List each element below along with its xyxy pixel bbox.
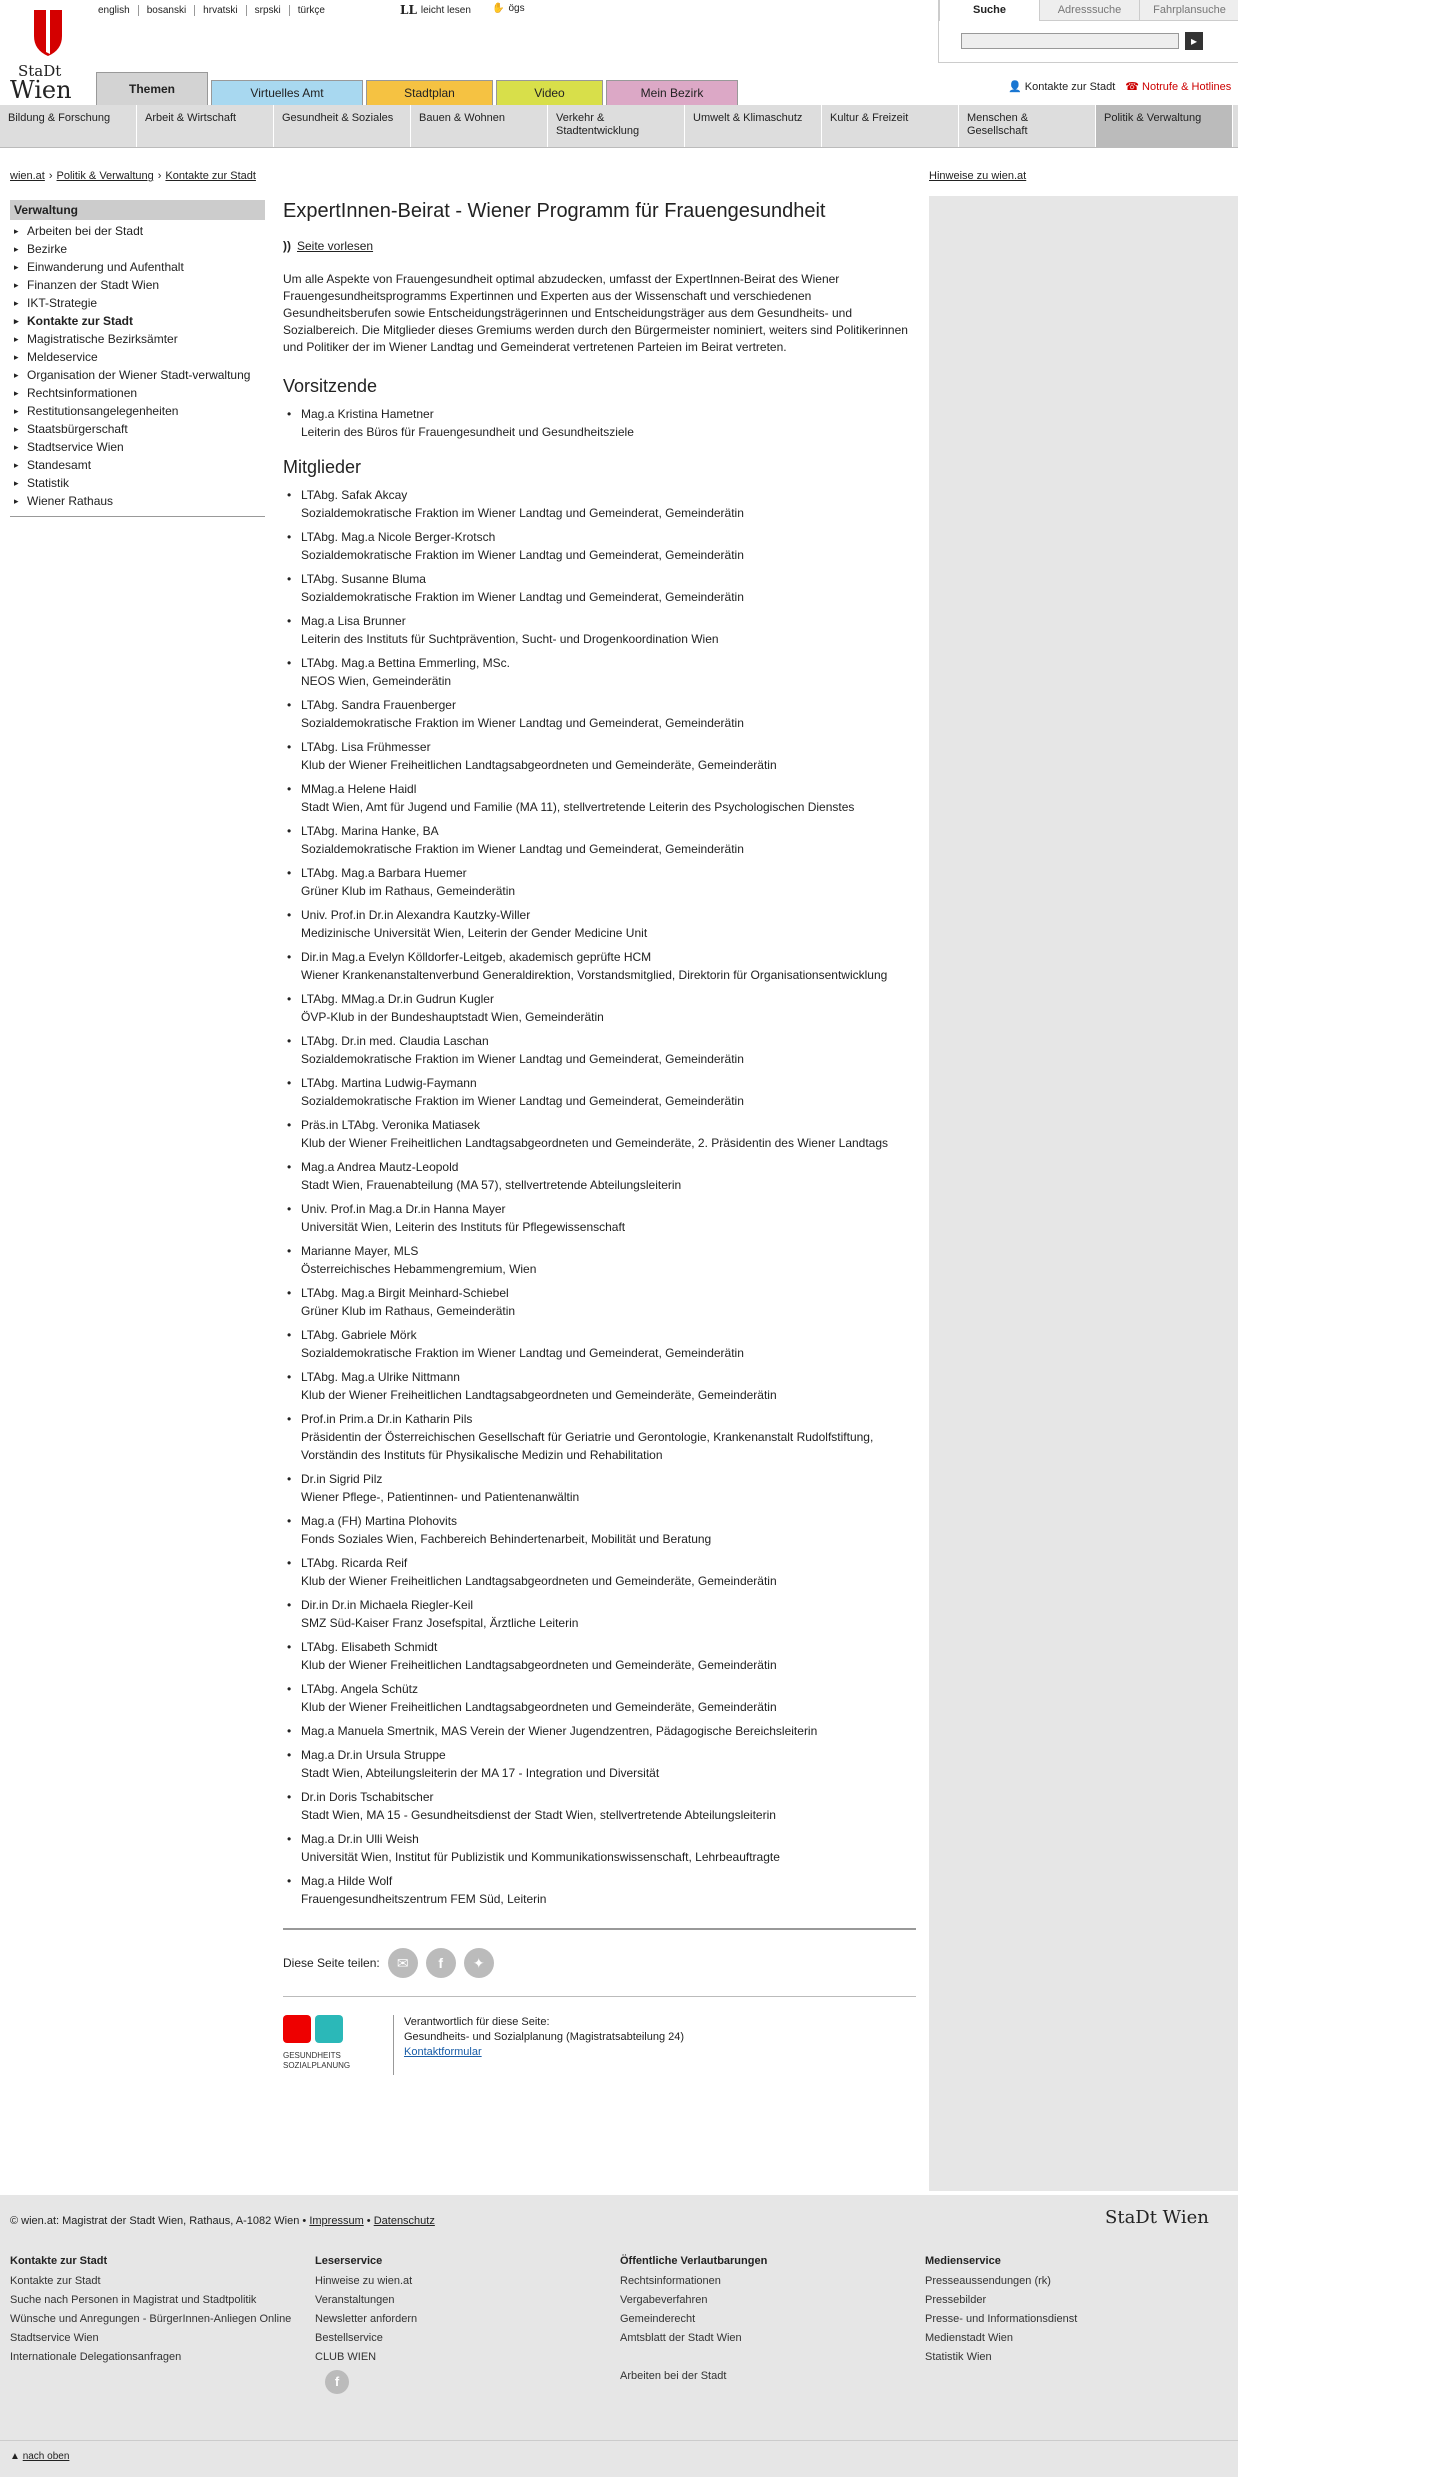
stadt-wien-logo[interactable] [8,6,88,102]
footer-link[interactable]: Wünsche und Anregungen - BürgerInnen-Anliegen Online [10,2313,292,2325]
breadcrumb-wien[interactable]: wien.at [10,170,45,182]
member-role: Fonds Soziales Wien, Fachbereich Behindertenarbeit, Mobilität und Beratung [301,1532,712,1546]
member-item [283,1554,916,1590]
gesundheits-sozialplanung-logo [283,2015,394,2075]
member-role: Sozialdemokratische Fraktion im Wiener Landtag und Gemeinderat, Gemeinderätin [301,1052,744,1066]
footer-link[interactable]: Veranstaltungen [315,2294,395,2306]
footer-column [10,2255,315,2394]
search-tab-adresssuche[interactable]: Adresssuche [1039,0,1139,21]
member-item [283,1596,916,1632]
member-item [283,1872,916,1908]
member-item [283,486,916,522]
member-name: • Mag.a Andrea Mautz-Leopold [301,1160,459,1174]
member-role: Grüner Klub im Rathaus, Gemeinderätin [301,884,516,898]
member-name: • LTAbg. Sandra Frauenberger [301,698,456,712]
nach-oben-link[interactable] [10,2451,69,2462]
member-name: • LTAbg. Mag.a Birgit Meinhard-Schiebel [301,1286,509,1300]
sidebar [10,200,265,517]
twitter-icon[interactable]: ✦ [464,1948,494,1978]
search-panel [938,0,1240,63]
language-bar [90,0,333,20]
lang-hrvatski[interactable]: hrvatski [195,5,246,16]
sidebar-item[interactable]: ▸ Bezirke [10,240,265,258]
member-name: • Mag.a Kristina Hametner [301,407,434,421]
footer-link[interactable]: Pressebilder [925,2294,987,2306]
footer-link[interactable]: Gemeinderecht [620,2313,696,2325]
site-footer [0,2195,1238,2477]
member-name: • LTAbg. Dr.in med. Claudia Laschan [301,1034,489,1048]
member-item [283,1242,916,1278]
footer-link [620,2351,925,2363]
search-submit-button[interactable]: ▸ [1185,32,1203,50]
footer-link[interactable]: Rechtsinformationen [620,2275,721,2287]
footer-link[interactable]: CLUB WIEN [315,2351,377,2363]
kontaktformular-link[interactable]: Kontaktformular [404,2046,482,2058]
search-tab-suche[interactable]: Suche [939,0,1039,21]
lang-bosanski[interactable]: bosanski [139,5,195,16]
member-name: • Mag.a (FH) Martina Plohovits [301,1514,458,1528]
footer-column [925,2255,1230,2394]
sidebar-item[interactable]: ▸ Wiener Rathaus [10,492,265,510]
footer-link[interactable]: Presse- und Informationsdienst [925,2313,1078,2325]
member-name: • Univ. Prof.in Mag.a Dr.in Hanna Mayer [301,1202,506,1216]
member-item [283,1722,916,1740]
footer-column-title: Öffentliche Verlautbarungen [620,2255,768,2267]
svg-text:Wien: Wien [10,76,72,102]
member-role: Stadt Wien, Frauenabteilung (MA 57), stellvertretende Abteilungsleiterin [301,1178,682,1192]
member-name: • Univ. Prof.in Dr.in Alexandra Kautzky-Willer [301,908,531,922]
member-name: • Mag.a Lisa Brunner [301,614,406,628]
member-name: • Mag.a Manuela Smertnik, MAS Verein der Wiener Jugendzentren, Pädagogische Bereichsleiterin [301,1724,818,1738]
member-role: Universität Wien, Institut für Publizistik und Kommunikationswissenschaft, Lehrbeauftragte [301,1850,780,1864]
nav-verkehr[interactable]: Verkehr & Stadtentwicklung [548,105,685,147]
notrufe-label: Notrufe & Hotlines [1142,81,1232,93]
member-role: Präsidentin der Österreichischen Gesellschaft für Geriatrie und Gerontologie, Krankenanstalt Rudolfstiftung, Vorständin des Instituts für Physikalische Medizin und Rehabilitation [301,1430,874,1462]
breadcrumb-politik[interactable]: Politik & Verwaltung [56,170,154,182]
member-name: • LTAbg. Mag.a Nicole Berger-Krotsch [301,530,496,544]
nav-bildung[interactable]: Bildung & Forschung [0,105,137,147]
member-item [283,1116,916,1152]
member-item [283,738,916,774]
sidebar-item[interactable]: ▸ Magistratische Bezirksämter [10,330,265,348]
notrufe-link[interactable] [1125,80,1231,93]
member-role: Leiterin des Büros für Frauengesundheit und Gesundheitsziele [301,425,634,439]
member-item [283,906,916,942]
footer-link[interactable]: Newsletter anfordern [315,2313,418,2325]
speaker-icon: )) [283,239,291,253]
footer-address-text: © wien.at: Magistrat der Stadt Wien, Rathaus, A-1082 Wien • [10,2215,307,2227]
member-name: • Dir.in Mag.a Evelyn Kölldorfer-Leitgeb, akademisch geprüfte HCM [301,950,652,964]
member-role: Grüner Klub im Rathaus, Gemeinderätin [301,1304,516,1318]
lang-srpski[interactable]: srpski [247,5,290,16]
phone-icon: ☎ [1125,81,1139,93]
member-role: Österreichisches Hebammengremium, Wien [301,1262,537,1276]
footer-column-title: Kontakte zur Stadt [10,2255,108,2267]
leicht-lesen-icon: LL [400,3,417,17]
footer-link[interactable]: Arbeiten bei der Stadt [620,2370,727,2382]
vorsitz-list [283,405,916,441]
member-name: • LTAbg. Mag.a Bettina Emmerling, MSc. [301,656,510,670]
responsibility-box [283,1997,916,2075]
footer-logo[interactable]: StaDt Wien [1105,2207,1209,2228]
facebook-icon[interactable]: f [426,1948,456,1978]
tab-virtuelles-amt[interactable]: Virtuelles Amt [211,80,363,105]
oegs-label: ögs [508,3,525,14]
member-name: • MMag.a Helene Haidl [301,782,417,796]
sidebar-item[interactable]: ▸ Stadtservice Wien [10,438,265,456]
chevron-right-icon: › [48,170,53,182]
footer-link[interactable]: Vergabeverfahren [620,2294,708,2306]
page-title: ExpertInnen-Beirat - Wiener Programm für Frauengesundheit [283,200,826,222]
member-name: • Mag.a Dr.in Ursula Struppe [301,1748,446,1762]
member-name: • Prof.in Prim.a Dr.in Katharin Pils [301,1412,473,1426]
arrow-up-icon: ▲ [10,2451,20,2462]
member-role: Medizinische Universität Wien, Leiterin der Gender Medicine Unit [301,926,648,940]
nach-oben-label: nach oben [22,2451,70,2462]
main-tabs [96,72,738,105]
member-item [283,780,916,816]
member-role: Sozialdemokratische Fraktion im Wiener Landtag und Gemeinderat, Gemeinderätin [301,590,744,604]
vorsitz-heading: Vorsitzende [283,376,378,396]
member-role: ÖVP-Klub in der Bundeshauptstadt Wien, Gemeinderätin [301,1010,604,1024]
member-item [283,528,916,564]
member-item [283,612,916,648]
member-role: Klub der Wiener Freiheitlichen Landtagsabgeordneten und Gemeinderäte, 2. Präsidentin des Wiener Landtags [301,1136,889,1150]
lang-english[interactable]: english [90,5,139,16]
member-item [283,1032,916,1068]
sidebar-head[interactable]: Verwaltung [10,200,265,220]
datenschutz-link[interactable]: Datenschutz [373,2215,435,2227]
logo-label: GESUNDHEITS SOZIALPLANUNG [283,2051,351,2070]
footer-columns [10,2255,1230,2394]
resp-org: Gesundheits- und Sozialplanung (Magistratsabteilung 24) [404,2031,685,2043]
kontakte-label: Kontakte zur Stadt [1024,81,1116,93]
nav-arbeit[interactable]: Arbeit & Wirtschaft [137,105,274,147]
nav-bauen[interactable]: Bauen & Wohnen [411,105,548,147]
footer-column-title: Leserservice [315,2255,383,2267]
member-role: Klub der Wiener Freiheitlichen Landtagsabgeordneten und Gemeinderäte, Gemeinderätin [301,758,777,772]
member-name: • Mag.a Hilde Wolf [301,1874,393,1888]
sidebar-item[interactable]: ▸ Finanzen der Stadt Wien [10,276,265,294]
member-role: Sozialdemokratische Fraktion im Wiener Landtag und Gemeinderat, Gemeinderätin [301,506,744,520]
hinweis-link[interactable]: Hinweise zu wien.at [929,170,1027,182]
nav-kultur[interactable]: Kultur & Freizeit [822,105,959,147]
member-item [283,654,916,690]
footer-link[interactable]: Internationale Delegationsanfragen [10,2351,182,2363]
footer-link[interactable]: Bestellservice [315,2332,383,2344]
member-name: • LTAbg. Safak Akcay [301,488,408,502]
member-name: • Präs.in LTAbg. Veronika Matiasek [301,1118,480,1132]
member-item [283,1830,916,1866]
member-role: Universität Wien, Leiterin des Instituts für Pflegewissenschaft [301,1220,626,1234]
main-content [283,200,916,2075]
member-role: Frauengesundheitszentrum FEM Süd, Leiterin [301,1892,547,1906]
member-item [283,1638,916,1674]
right-margin [1238,0,1440,2477]
breadcrumb [10,170,256,182]
member-item [283,1074,916,1110]
member-item [283,1368,916,1404]
oegs-link[interactable] [492,3,525,14]
share-label: Diese Seite teilen: [283,1956,380,1970]
share-bar [283,1928,916,1997]
member-name: • LTAbg. Mag.a Ulrike Nittmann [301,1370,460,1384]
nav-politik[interactable]: Politik & Verwaltung [1096,105,1233,147]
member-item [283,405,916,441]
sidebar-item[interactable]: ▸ Statistik [10,474,265,492]
sidebar-item[interactable]: ▸ Restitutionsangelegenheiten [10,402,265,420]
sidebar-item[interactable]: ▸ Rechtsinformationen [10,384,265,402]
member-role: Stadt Wien, Amt für Jugend und Familie (MA 11), stellvertretende Leiterin des Psychologischen Dienstes [301,800,855,814]
footer-link[interactable]: Medienstadt Wien [925,2332,1014,2344]
member-role: Sozialdemokratische Fraktion im Wiener Landtag und Gemeinderat, Gemeinderätin [301,1094,744,1108]
member-item [283,1788,916,1824]
top-links [1008,80,1231,93]
search-input[interactable] [961,33,1179,49]
person-icon: 👤 [1008,81,1022,93]
mitglieder-list [283,486,916,1908]
intro-text: Um alle Aspekte von Frauengesundheit optimal abzudecken, umfasst der ExpertInnen-Beirat des Wiener Frauengesundheitsprogramms Expertinnen und Experten aus der Wissenschaft und verschiedenen Gesundheitsberufen sowie Entscheidungsträgerinnen und Entscheidungsträger aus dem Gesundheits- und Sozialbereich. Die Mitglieder dieses Gremiums werden durch den Bürgermeister nominiert, weiters sind Politikerinnen und Politiker der im Wiener Landtag und Gemeinderat vertretenen Parteien im Beirat vertreten. [283,272,908,354]
mail-icon[interactable]: ✉ [388,1948,418,1978]
nav-umwelt[interactable]: Umwelt & Klimaschutz [685,105,822,147]
footer-link[interactable]: Hinweise zu wien.at [315,2275,413,2287]
site-header [0,0,1238,106]
member-name: • Dr.in Sigrid Pilz [301,1472,383,1486]
footer-column [315,2255,620,2394]
footer-link[interactable]: Kontakte zur Stadt [10,2275,101,2287]
footer-link[interactable]: Suche nach Personen in Magistrat und Stadtpolitik [10,2294,257,2306]
member-name: • LTAbg. Angela Schütz [301,1682,418,1696]
sidebar-item[interactable]: ▸ Einwanderung und Aufenthalt [10,258,265,276]
leicht-lesen-link[interactable] [400,3,471,17]
member-item [283,570,916,606]
search-tab-fahrplansuche[interactable]: Fahrplansuche [1139,0,1239,21]
member-name: • Dir.in Dr.in Michaela Riegler-Keil [301,1598,474,1612]
chevron-right-icon: › [157,170,162,182]
member-item [283,1200,916,1236]
member-name: • LTAbg. Lisa Frühmesser [301,740,431,754]
footer-address: © wien.at: Magistrat der Stadt Wien, Rathaus, A-1082 Wien • Impressum • Datenschutz [10,2215,435,2227]
member-item [283,1158,916,1194]
nav-menschen[interactable]: Menschen & Gesellschaft [959,105,1096,147]
kontakte-link[interactable] [1008,80,1115,93]
footer-link[interactable]: Presseaussendungen (rk) [925,2275,1051,2287]
member-item [283,1410,916,1464]
footer-link[interactable]: Stadtservice Wien [10,2332,99,2344]
member-item [283,948,916,984]
member-name: • LTAbg. Susanne Bluma [301,572,426,586]
footer-column-title: Medienservice [925,2255,1001,2267]
sidebar-item-current[interactable]: ▸ Kontakte zur Stadt [10,312,265,330]
lang-turkce[interactable]: türkçe [297,4,325,16]
sidebar-item[interactable]: ▸ Staatsbürgerschaft [10,420,265,438]
impressum-link[interactable]: Impressum [309,2215,364,2227]
member-name: • Mag.a Dr.in Ulli Weish [301,1832,419,1846]
member-item [283,1470,916,1506]
sidebar-item[interactable]: ▸ Standesamt [10,456,265,474]
member-role: Sozialdemokratische Fraktion im Wiener Landtag und Gemeinderat, Gemeinderätin [301,1346,744,1360]
tab-stadtplan[interactable]: Stadtplan [366,80,493,105]
member-name: • LTAbg. Elisabeth Schmidt [301,1640,438,1654]
member-name: • LTAbg. MMag.a Dr.in Gudrun Kugler [301,992,494,1006]
member-item [283,1284,916,1320]
footer-column [620,2255,925,2394]
member-role: Klub der Wiener Freiheitlichen Landtagsabgeordneten und Gemeinderäte, Gemeinderätin [301,1700,777,1714]
footer-link[interactable]: Statistik Wien [925,2351,992,2363]
vorlesen-label: Seite vorlesen [297,239,374,253]
mitglieder-heading: Mitglieder [283,457,362,477]
member-item [283,1326,916,1362]
member-name: • LTAbg. Mag.a Barbara Huemer [301,866,467,880]
sidebar-item[interactable]: ▸ Arbeiten bei der Stadt [10,222,265,240]
breadcrumb-kontakte[interactable]: Kontakte zur Stadt [165,170,256,182]
sidebar-item[interactable]: ▸ Meldeservice [10,348,265,366]
footer-link[interactable]: Amtsblatt der Stadt Wien [620,2332,742,2344]
member-item [283,822,916,858]
member-item [283,1680,916,1716]
member-role: Leiterin des Instituts für Suchtprävention, Sucht- und Drogenkoordination Wien [301,632,719,646]
member-role: Sozialdemokratische Fraktion im Wiener Landtag und Gemeinderat, Gemeinderätin [301,842,744,856]
resp-label: Verantwortlich für diese Seite: [404,2016,550,2028]
member-name: • LTAbg. Marina Hanke, BA [301,824,439,838]
member-role: Klub der Wiener Freiheitlichen Landtagsabgeordneten und Gemeinderäte, Gemeinderätin [301,1658,777,1672]
member-role: Sozialdemokratische Fraktion im Wiener Landtag und Gemeinderat, Gemeinderätin [301,716,744,730]
member-name: • LTAbg. Ricarda Reif [301,1556,408,1570]
member-role: NEOS Wien, Gemeinderätin [301,674,452,688]
member-name: • Dr.in Doris Tschabitscher [301,1790,434,1804]
member-role: Stadt Wien, Abteilungsleiterin der MA 17 - Integration und Diversität [301,1766,660,1780]
member-role: Sozialdemokratische Fraktion im Wiener Landtag und Gemeinderat, Gemeinderätin [301,548,744,562]
sign-language-icon: ✋ [492,3,505,14]
member-role: SMZ Süd-Kaiser Franz Josefspital, Ärztliche Leiterin [301,1616,579,1630]
topic-navbar [0,105,1238,148]
member-item [283,1512,916,1548]
member-name: • LTAbg. Martina Ludwig-Faymann [301,1076,477,1090]
member-role: Stadt Wien, MA 15 - Gesundheitsdienst der Stadt Wien, stellvertretende Abteilungsleiterin [301,1808,776,1822]
member-role: Klub der Wiener Freiheitlichen Landtagsabgeordneten und Gemeinderäte, Gemeinderätin [301,1574,777,1588]
tab-video[interactable]: Video [496,80,603,105]
leicht-lesen-label: leicht lesen [420,4,471,16]
member-role: Wiener Pflege-, Patientinnen- und Patientenanwältin [301,1490,580,1504]
svg-text:StaDt: StaDt [18,62,62,80]
member-name: • LTAbg. Gabriele Mörk [301,1328,417,1342]
vorlesen-link[interactable] [283,239,916,253]
member-item [283,696,916,732]
sidebar-item[interactable]: ▸ Organisation der Wiener Stadt-verwaltung [10,366,265,384]
tab-mein-bezirk[interactable]: Mein Bezirk [606,80,738,105]
facebook-icon[interactable]: f [325,2370,349,2394]
member-role: Klub der Wiener Freiheitlichen Landtagsabgeordneten und Gemeinderäte, Gemeinderätin [301,1388,777,1402]
nav-gesundheit[interactable]: Gesundheit & Soziales [274,105,411,147]
sidebar-item[interactable]: ▸ IKT-Strategie [10,294,265,312]
tab-themen[interactable]: Themen [96,72,208,105]
member-item [283,990,916,1026]
member-name: • Marianne Mayer, MLS [301,1244,419,1258]
member-item [283,1746,916,1782]
member-role: Wiener Krankenanstaltenverbund Generaldirektion, Vorstandsmitglied, Direktorin für Organisationsentwicklung [301,968,888,982]
right-column [929,196,1238,2191]
member-item [283,864,916,900]
